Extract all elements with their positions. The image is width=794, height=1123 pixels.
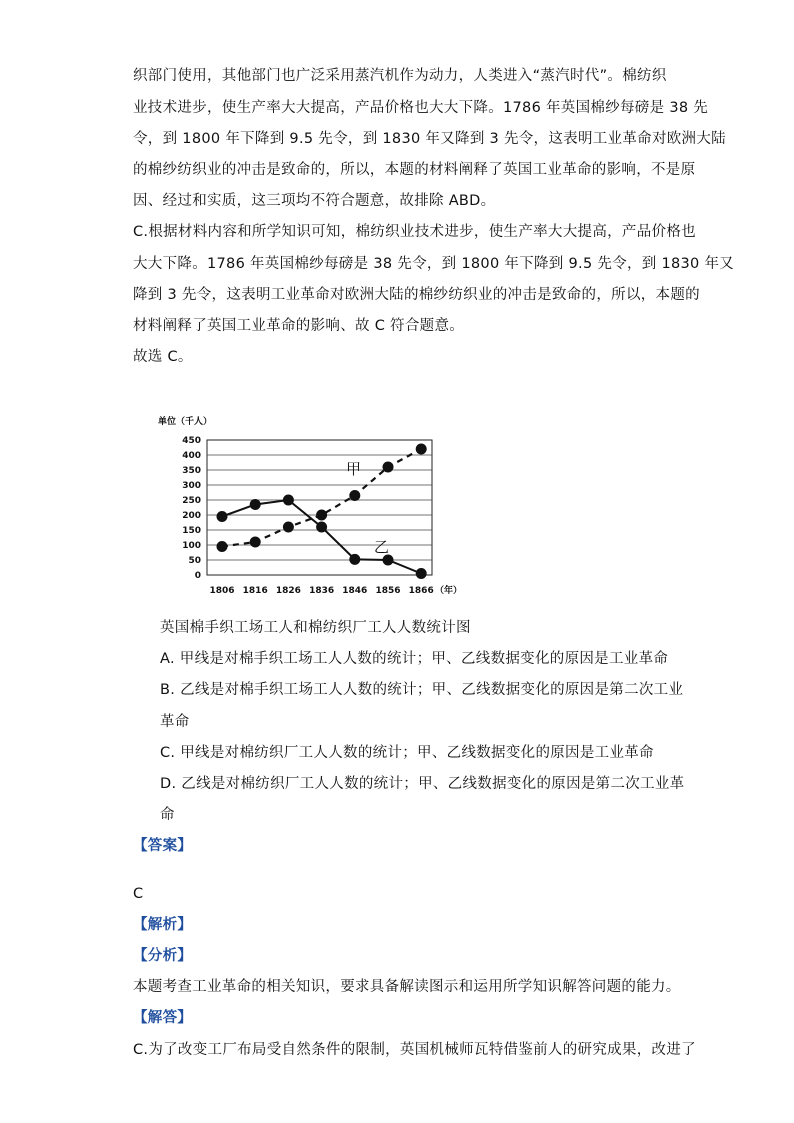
answer-value: C (133, 886, 144, 902)
option-d-cont: 命 (160, 807, 175, 823)
option-c: C. 甲线是对棉纺织厂工人人数的统计；甲、乙线数据变化的原因是工业革命 (160, 745, 654, 761)
data-point-jia (217, 541, 228, 552)
text-line: 令，到 1800 年下降到 9.5 先令，到 1830 年又降到 3 先令，这表明工业革命对欧洲大陆 (133, 131, 726, 147)
x-tick-labels (209, 586, 433, 596)
y-tick-label: 150 (182, 526, 201, 536)
y-tick-label: 300 (182, 481, 201, 491)
series-group (217, 444, 427, 580)
data-point-yi (283, 495, 294, 506)
jieda-text: C.为了改变工厂布局受自然条件的限制，英国机械师瓦特借鉴前人的研究成果，改进了 (133, 1042, 696, 1058)
option-d: D. 乙线是对棉纺织厂工人人数的统计；甲、乙线数据变化的原因是第二次工业革 (160, 776, 685, 792)
y-tick-label: 350 (182, 466, 201, 476)
data-point-jia (250, 537, 261, 548)
y-axis-label: 单位（千人） (158, 417, 213, 427)
text-line: 降到 3 先令，这表明工业革命对欧洲大陆的棉纱纺织业的冲击是致命的，所以，本题的 (133, 287, 700, 303)
data-point-yi (250, 499, 261, 510)
x-tick-label: 1826 (275, 586, 301, 596)
y-tick-labels (182, 436, 201, 581)
text-line: 织部门使用，其他部门也广泛采用蒸汽机作为动力，人类进入“蒸汽时代”。棉纺织 (133, 68, 667, 84)
data-point-yi (416, 568, 427, 579)
x-tick-label: 1806 (209, 586, 235, 596)
series-label-jia: 甲 (346, 460, 362, 478)
data-point-yi (217, 511, 228, 522)
y-tick-label: 0 (194, 571, 201, 581)
text-line: 业技术进步，使生产率大大提高，产品价格也大大下降。1786 年英国棉纱每磅是 38 先 (133, 100, 709, 116)
data-point-jia (383, 462, 394, 473)
x-axis-label: （年） (435, 586, 463, 596)
data-point-jia (416, 444, 427, 455)
x-tick-label: 1866 (408, 586, 434, 596)
series-label-yi: 乙 (374, 538, 390, 556)
chart-caption: 英国棉手织工场工人和棉纺织厂工人人数统计图 (160, 620, 471, 636)
answer-tag: 【答案】 (133, 838, 193, 854)
choose-line: 故选 C。 (133, 349, 193, 365)
data-point-yi (349, 554, 360, 565)
option-b-cont: 革命 (160, 714, 190, 730)
x-tick-label: 1816 (242, 586, 268, 596)
y-tick-label: 200 (182, 511, 201, 521)
x-tick-label: 1846 (342, 586, 368, 596)
analysis-tag: 【解析】 (133, 917, 193, 933)
text-line: 因、经过和实质，这三项均不符合题意，故排除 ABD。 (133, 193, 496, 209)
data-point-yi (316, 522, 327, 533)
text-line: C.根据材料内容和所学知识可知，棉纺织业技术进步，使生产率大大提高，产品价格也 (133, 224, 696, 240)
data-point-jia (349, 490, 360, 501)
x-tick-label: 1836 (309, 586, 335, 596)
data-point-yi (383, 555, 394, 566)
y-tick-label: 50 (188, 556, 201, 566)
y-tick-label: 450 (182, 436, 201, 446)
y-tick-label: 100 (182, 541, 201, 551)
line-chart (150, 412, 463, 602)
text-line: 大大下降。1786 年英国棉纱每磅是 38 先令，到 1800 年下降到 9.5 先令，到 1830 年又 (133, 256, 735, 272)
fenxi-text: 本题考查工业革命的相关知识，要求具备解读图示和运用所学知识解答问题的能力。 (133, 979, 681, 995)
y-tick-label: 400 (182, 451, 201, 461)
x-tick-label: 1856 (375, 586, 401, 596)
option-a: A. 甲线是对棉手织工场工人人数的统计；甲、乙线数据变化的原因是工业革命 (160, 651, 669, 667)
text-line: 的棉纱纺织业的冲击是致命的，所以，本题的材料阐释了英国工业革命的影响，不是原 (133, 162, 696, 178)
text-line: 材料阐释了英国工业革命的影响、故 C 符合题意。 (133, 318, 465, 334)
y-tick-label: 250 (182, 496, 201, 506)
data-point-jia (316, 510, 327, 521)
fenxi-tag: 【分析】 (133, 948, 193, 964)
data-point-jia (283, 522, 294, 533)
jieda-tag: 【解答】 (133, 1010, 193, 1026)
option-b: B. 乙线是对棉手织工场工人人数的统计；甲、乙线数据变化的原因是第二次工业 (160, 682, 684, 698)
